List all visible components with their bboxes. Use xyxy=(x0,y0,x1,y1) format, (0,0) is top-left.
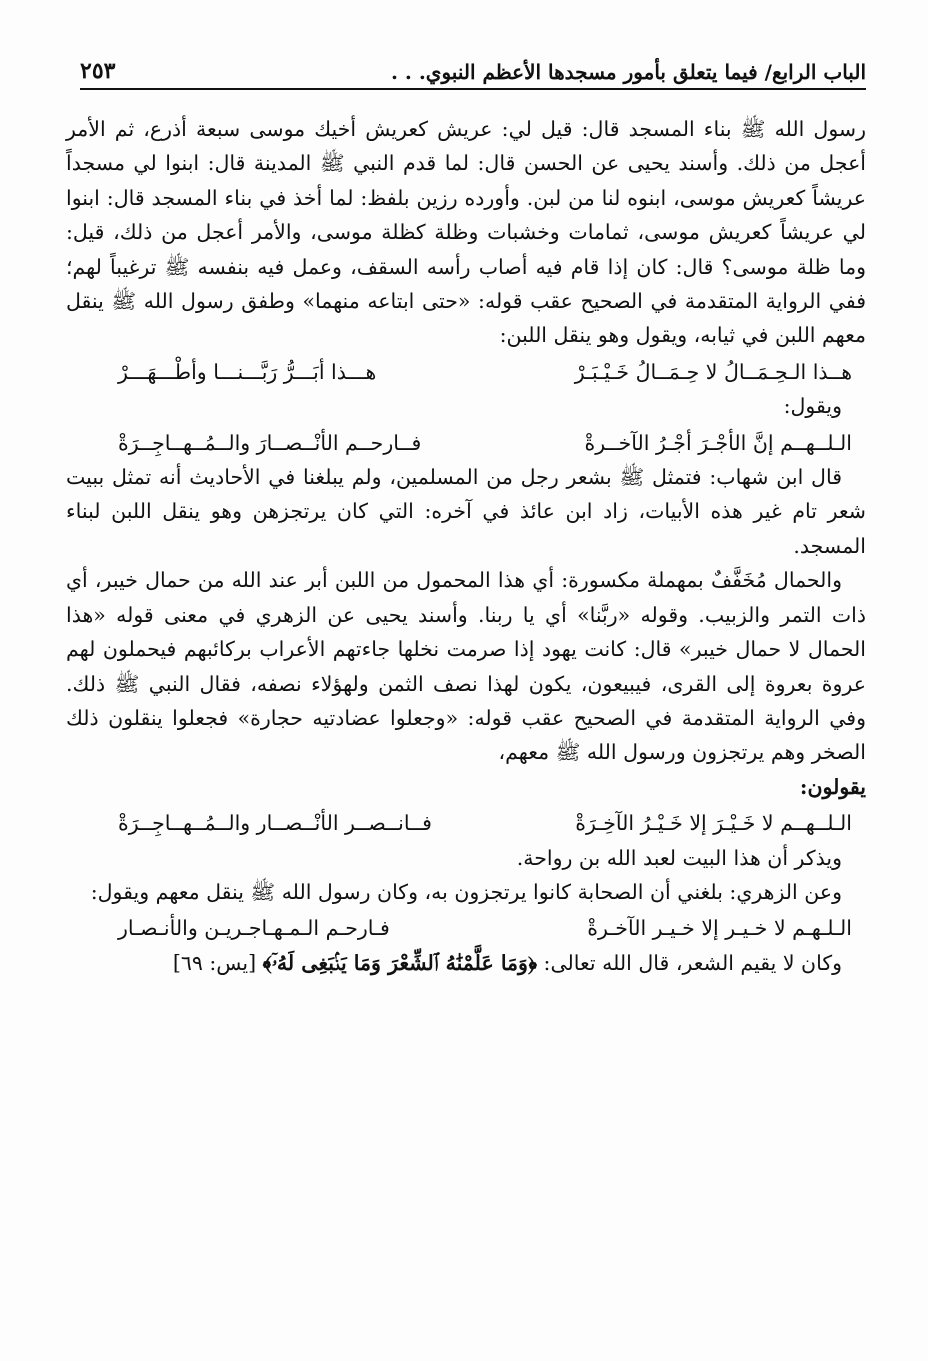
poem-verse-1 xyxy=(66,355,866,389)
paragraph-6: وعن الزهري: بلغني أن الصحابة كانوا يرتجزون به، وكان رسول الله ﷺ ينقل معهم ويقول: xyxy=(90,879,842,904)
page-header xyxy=(80,44,866,90)
quran-reference: [يس: ٦٩] xyxy=(172,950,263,975)
verse-1-second-hemistich: هـــذا أبَـــرُّ رَبَّـــنـــا وأطْـــهَـــرْ xyxy=(118,359,377,384)
paragraph-4 xyxy=(66,563,866,804)
poem-verse-3 xyxy=(66,806,866,840)
verse-3-first-hemistich: الـلــهــم لا خَـيْـرَ إلا خَـيْـرُ الآخِـرَةْ xyxy=(575,811,852,836)
verse-1-first-hemistich: هــذا الـحِـمَــالُ لا حِـمَــالُ خَـيْـبَـرْ xyxy=(574,359,852,384)
quran-quote: ﴿وَمَا عَلَّمْنَٰهُ ٱلشِّعْرَ وَمَا يَنۢبَغِى لَهُۥٓ﴾ xyxy=(262,950,538,975)
poem-verse-2 xyxy=(66,426,866,460)
poem-verse-4 xyxy=(66,911,866,945)
paragraph-7-text: وكان لا يقيم الشعر، قال الله تعالى: xyxy=(537,950,842,975)
paragraph-3: قال ابن شهاب: فتمثل ﷺ بشعر رجل من المسلمين، ولم يبلغنا في الأحاديث أنه تمثل ببيت شعر تام غير هذه الأبيات، زاد ابن عائذ في آخره: التي كان يرتجزهن وهو ينقل اللبن لبناء المسجد. xyxy=(66,465,866,558)
running-title: الباب الرابع/ فيما يتعلق بأمور مسجدها الأعظم النبوي. . . xyxy=(390,60,866,84)
paragraph-2: ويقول: xyxy=(783,394,842,419)
page-number: ٢٥٣ xyxy=(80,58,116,84)
verse-2-second-hemistich: فــارحــم الأنْــصــارَ والــمُــهــاجِــرَةْ xyxy=(118,430,422,455)
paragraph-5: ويذكر أن هذا البيت لعبد الله بن رواحة. xyxy=(516,845,842,870)
verse-2-first-hemistich: الـلــهــم إنَّ الأجْـرَ أجْـرُ الآخــرةْ xyxy=(584,430,852,455)
verse-4-second-hemistich: فـارحـم الـمـهـاجـريـن والأنـصـار xyxy=(118,916,390,941)
paragraph-7 xyxy=(66,946,866,980)
paragraph-4-text: والحمال مُخَفَّفٌ بمهملة مكسورة: أي هذا المحمول من اللبن أبر عند الله من حمال خيبر، أي ذات التمر والزبيب. وقوله «ربَّنا» أي يا ربنا. وأسند يحيى عن الزهري في معنى قوله «هذا الحمال لا حمال خيبر» قال: كانت يهود إذا صرمت نخلها جاءتهم الأعراب بركائبهم فيحملون لهم عروة بعروة إلى القرى، فيبيعون، يكون لهذا نصف الثمن ولهؤلاء نصفه، فقال النبي ﷺ ذلك. وفي الرواية المتقدمة في الصحيح عقب قوله: «وجعلوا عضادتيه حجارة» فجعلوا ينقلون ذلك الصخر وهم يرتجزون ورسول الله ﷺ معهم، xyxy=(66,568,866,765)
verse-3-second-hemistich: فــانــصــر الأنْــصــار والــمُــهــاجِــرَةْ xyxy=(118,811,432,836)
body-text xyxy=(66,112,866,980)
verse-4-first-hemistich: الـلـهـم لا خـيـر إلا خـيـر الآخـرةْ xyxy=(587,916,852,941)
paragraph-4-bold: يقولون: xyxy=(799,774,866,799)
paragraph-1: رسول الله ﷺ بناء المسجد قال: قيل لي: عريش كعريش أخيك موسى سبعة أذرع، ثم الأمر أعجل من ذلك. وأسند يحيى عن الحسن قال: لما قدم النبي ﷺ المدينة قال: ابنوا لي مسجداً عريشاً كعريش موسى، ابنوه لنا من لبن. وأورده رزين بلفظ: لما أخذ في بناء المسجد قال: ابنوا لي عريشاً كعريش موسى، ثمامات وخشبات وظلة كظلة موسى، والأمر أعجل من ذلك، قيل: وما ظلة موسى؟ قال: كان إذا قام فيه أصاب رأسه السقف، وعمل فيه بنفسه ﷺ ترغيباً لهم؛ ففي الرواية المتقدمة في الصحيح عقب قوله: «حتى ابتاعه منهما» وطفق رسول الله ﷺ ينقل معهم اللبن في ثيابه، ويقول وهو ينقل اللبن: xyxy=(66,117,866,348)
